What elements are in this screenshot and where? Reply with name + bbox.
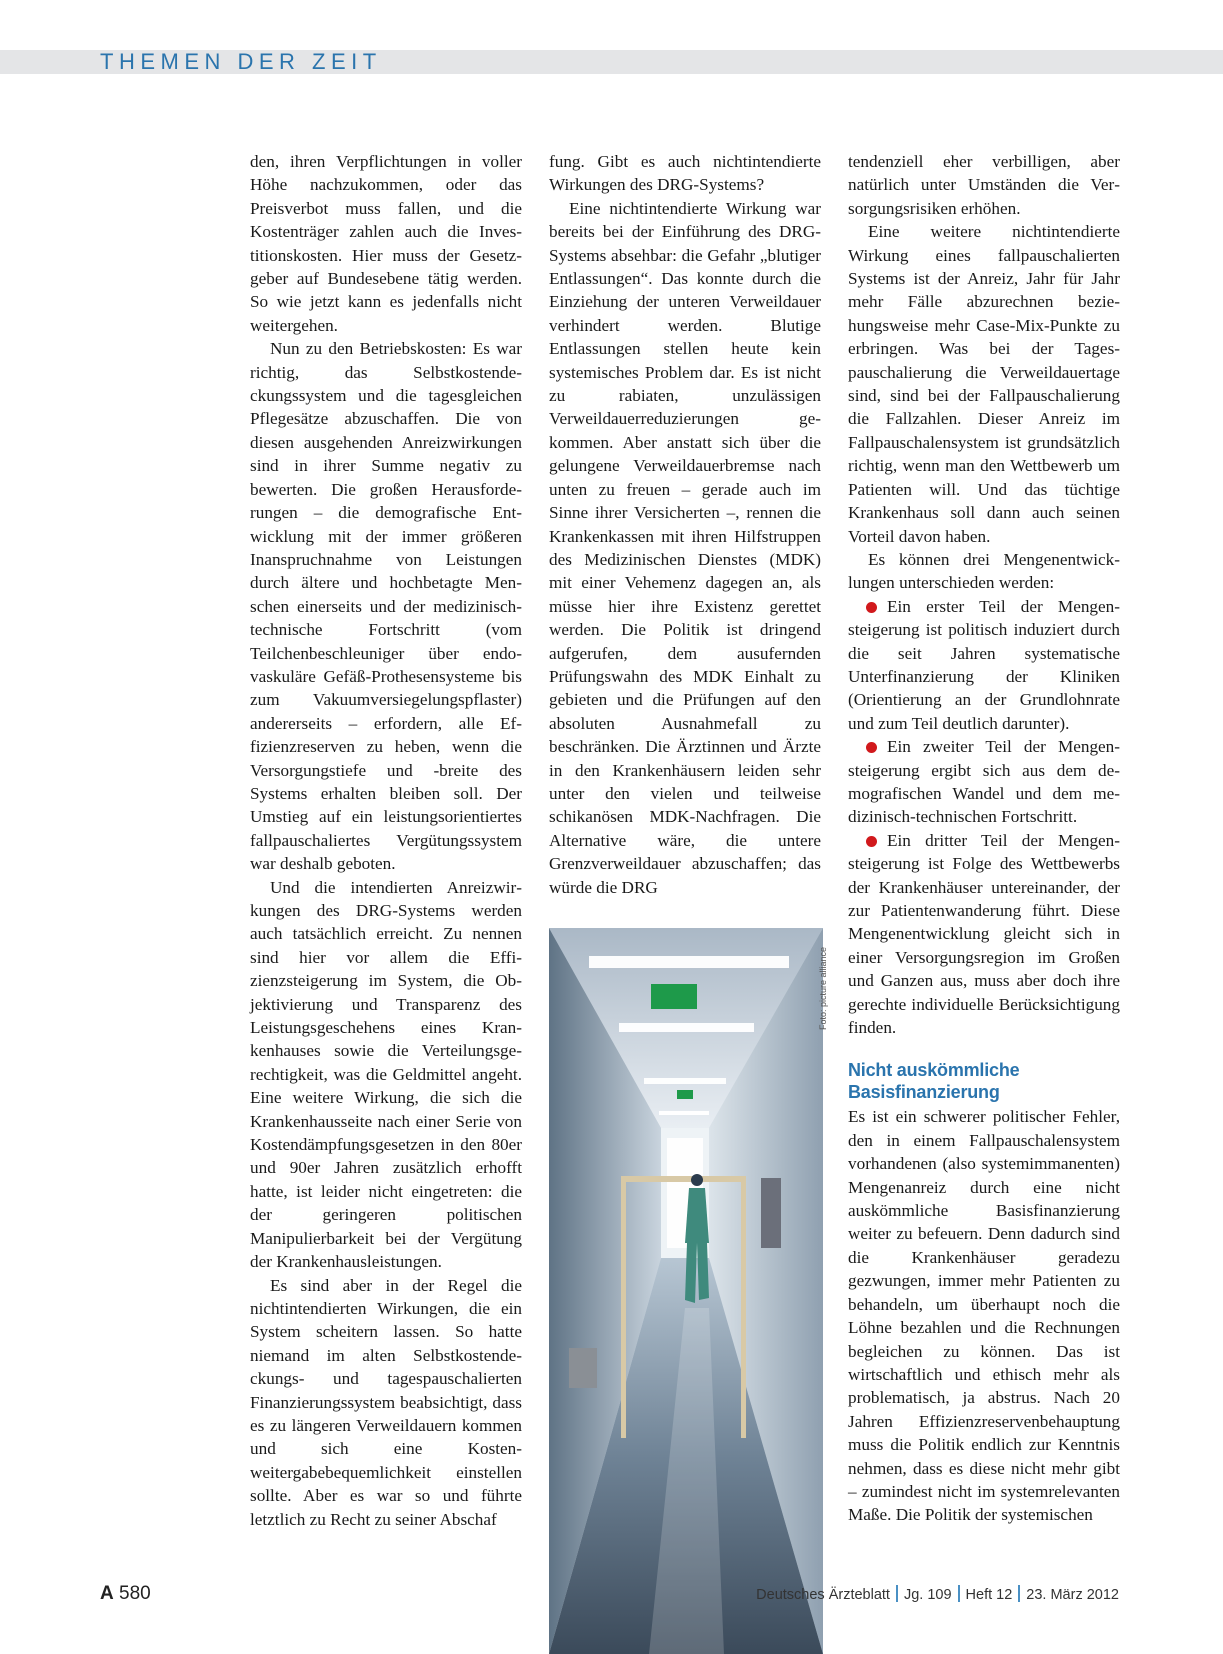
bullet-text: Ein zweiter Teil der Mengensteigerung ergibt sich aus dem demografischen Wandel und dem medizinisch-technischen Fortschritt. xyxy=(848,737,1120,827)
page-number-value: 580 xyxy=(119,1583,151,1604)
article-column-2 xyxy=(549,150,821,899)
subheading-line: Nicht auskömmliche xyxy=(848,1060,1020,1081)
article-column-3 xyxy=(848,150,1120,1527)
paragraph: Es sind aber in der Regel die nichtintendierten Wirkungen, die ein System scheitern lassen. So hatte niemand im alten Selbstkostendeckungs- und tagespauschalierten Finanzierungssystem beabsichtigt, dass es zu längeren Verweildauern kommen und sich eine Kostenweitergabebequemlichkeit einstellen sollte. Aber es war so und führte letztlich zu Recht zu seiner Abschaf xyxy=(250,1275,522,1529)
bullet-item xyxy=(848,735,1120,829)
subheading-line: Basisfinanzierung xyxy=(848,1082,1000,1103)
journal-name: Deutsches Ärzteblatt xyxy=(756,1587,890,1603)
section-label: THEMEN DER ZEIT xyxy=(100,49,382,74)
bullet-text: Ein dritter Teil der Mengensteigerung ist Folge des Wettbewerbs der Krankenhäuser untereinander, der zur Patientenwanderung führt. Diese Mengenentwicklung gleicht sich in einer Versorgungsregion im Großen und Ganzen aus, muss aber doch ihre gerechte individuelle Berücksichtigung finden. xyxy=(848,830,1120,1038)
bullet-dot-icon xyxy=(866,602,877,613)
page-number xyxy=(100,1583,151,1605)
date: 23. März 2012 xyxy=(1026,1587,1119,1603)
hospital-corridor-photo xyxy=(549,928,823,1654)
footer-citation xyxy=(756,1585,1119,1603)
paragraph: Eine nichtintendierte Wirkung war bereits bei der Einführung des DRG-Systems absehbar: die Gefahr „blutiger Entlassungen“. Das konnte durch die Einziehung der unteren Verweildauer verhindert werden. Blutige Entlassungen stellen heute kein systemisches Problem dar. Es ist nicht zu rabiaten, unzulässigen Verweildauerreduzierungen gekommen. Aber anstatt sich über die gelungene Verweildauerbremse nach unten zu freuen – gerade auch im Sinne ihrer Versicherten –, rennen die Krankenkassen mit ihren Hilfstruppen des Medizinischen Dienstes (MDK) mit einer Vehemenz dagegen an, als müsse hier ihre Existenz gerettet werden. Die Politik ist dringend aufgerufen, dem ausufernden Prüfungswahn des MDK Einhalt zu gebieten und die Prüfungen auf den absoluten Ausnahmefall zu beschränken. Die Ärztinnen und Ärzte in den Krankenhäusern leiden sehr unter den vielen und teilweise schikanösen MDK-Nachfragen. Die Alternative wäre, die untere Grenzverweildauer abzuschaffen; das würde die DRG xyxy=(549,198,821,897)
bullet-item xyxy=(848,595,1120,735)
bullet-dot-icon xyxy=(866,836,877,847)
subheading xyxy=(848,1059,1120,1103)
photo-credit: Foto: picture alliance xyxy=(818,946,828,1030)
paragraph: Es können drei Mengenentwicklungen unterschieden werden: xyxy=(848,549,1120,593)
paragraph: fung. Gibt es auch nichtintendierte Wirkungen des DRG-Systems? xyxy=(549,152,821,195)
volume: Jg. 109 xyxy=(903,1587,952,1603)
bullet-item xyxy=(848,829,1120,1040)
separator xyxy=(896,1585,898,1602)
paragraph: Und die intendierten Anreizwirkungen des DRG-Systems werden auch tatsächlich erreicht. Zu nennen sind hier vor allem die Effizienzsteigerung im System, die Objektivierung und Transparenz des Leistungsgeschehens eines Krankenhauses sowie die Verteilungsgerechtigkeit, was die Geldmittel angeht. Eine weitere Wirkung, die sich die Krankenhausseite nach einer Serie von Kostendämpfungsgesetzen in den 80er und 90er Jahren zusätzlich erhofft hatte, ist leider nicht eingetreten: die der geringeren politischen Manipulierbarkeit bei der Vergütung der Krankenhausleistungen. xyxy=(250,877,522,1272)
paragraph: Nun zu den Betriebskosten: Es war richtig, das Selbstkostendeckungssystem und die tagesgleichen Pflegesätze abzuschaffen. Die von diesen ausgehenden Anreizwirkungen sind in ihrer Summe negativ zu bewerten. Die großen Herausforderungen – die demografische Entwicklung mit der immer größeren Inanspruchnahme von Leistungen durch ältere und hochbetagte Menschen einerseits und der medizinisch-technische Fortschritt (vom Teilchenbeschleuniger über endovaskuläre Gefäß-Prothesensysteme bis zum Vakuumversiegelungspflaster) andererseits – erfordern, alle Effizienzreserven zu heben, wenn die Versorgungstiefe und -breite des Systems erhalten bleiben soll. Der Umstieg auf ein leistungsorientiertes fallpauschaliertes Vergütungssystem war deshalb geboten. xyxy=(250,339,522,874)
paragraph: Eine weitere nichtintendierte Wirkung eines fallpauschalierten Systems ist der Anreiz, Jahr für Jahr mehr Fälle abzurechnen beziehungsweise mehr Case-Mix-Punkte zu erbringen. Was bei der Tagespauschalierung die Verweildauertage sind, sind bei der Fallpauschalierung die Fallzahlen. Dieser Anreiz im Fallpauschalensystem ist grundsätzlich richtig, wenn man den Wettbewerb um Patienten will. Und das tüchtige Krankenhaus soll dann auch seinen Vorteil davon haben. xyxy=(848,222,1120,546)
page-letter: A xyxy=(100,1583,114,1604)
issue: Heft 12 xyxy=(965,1587,1013,1603)
bullet-dot-icon xyxy=(866,742,877,753)
article-column-1 xyxy=(250,150,522,1531)
separator xyxy=(958,1585,960,1602)
paragraph: den, ihren Verpflichtungen in voller Höhe nachzukommen, oder das Preisverbot muss fallen, und die Kostenträger zahlen auch die Investitionskosten. Hier muss der Gesetzgeber auf Bundesebene tätig werden. So wie jetzt kann es jedenfalls nicht weitergehen. xyxy=(250,152,522,335)
bullet-text: Ein erster Teil der Mengensteigerung ist politisch induziert durch die seit Jahren systematische Unterfinanzierung der Kliniken (Orientierung an der Grundlohnrate und zum Teil deutlich darunter). xyxy=(848,596,1120,733)
paragraph: Es ist ein schwerer politischer Fehler, den in einem Fallpauschalensystem vorhandenen (also systemimmanenten) Mengenanreiz durch eine nicht auskömmliche Basisfinanzierung weiter zu befeuern. Denn dadurch sind die Krankenhäuser geradezu gezwungen, immer mehr Patienten zu behandeln, um überhaupt noch die Löhne bezahlen und die Rechnungen begleichen zu können. Das ist wirtschaftlich und ethisch mehr als problematisch, ja abstrus. Nach 20 Jahren Effizienzreservenbehauptung muss die Politik endlich zur Kenntnis nehmen, dass es diese nicht mehr gibt – zumindest nicht im systemrelevanten Maße. Die Politik der systemischen xyxy=(848,1107,1120,1525)
separator xyxy=(1018,1585,1020,1602)
paragraph: tendenziell eher verbilligen, aber natürlich unter Umständen die Versorgungsrisiken erhöhen. xyxy=(848,152,1120,218)
